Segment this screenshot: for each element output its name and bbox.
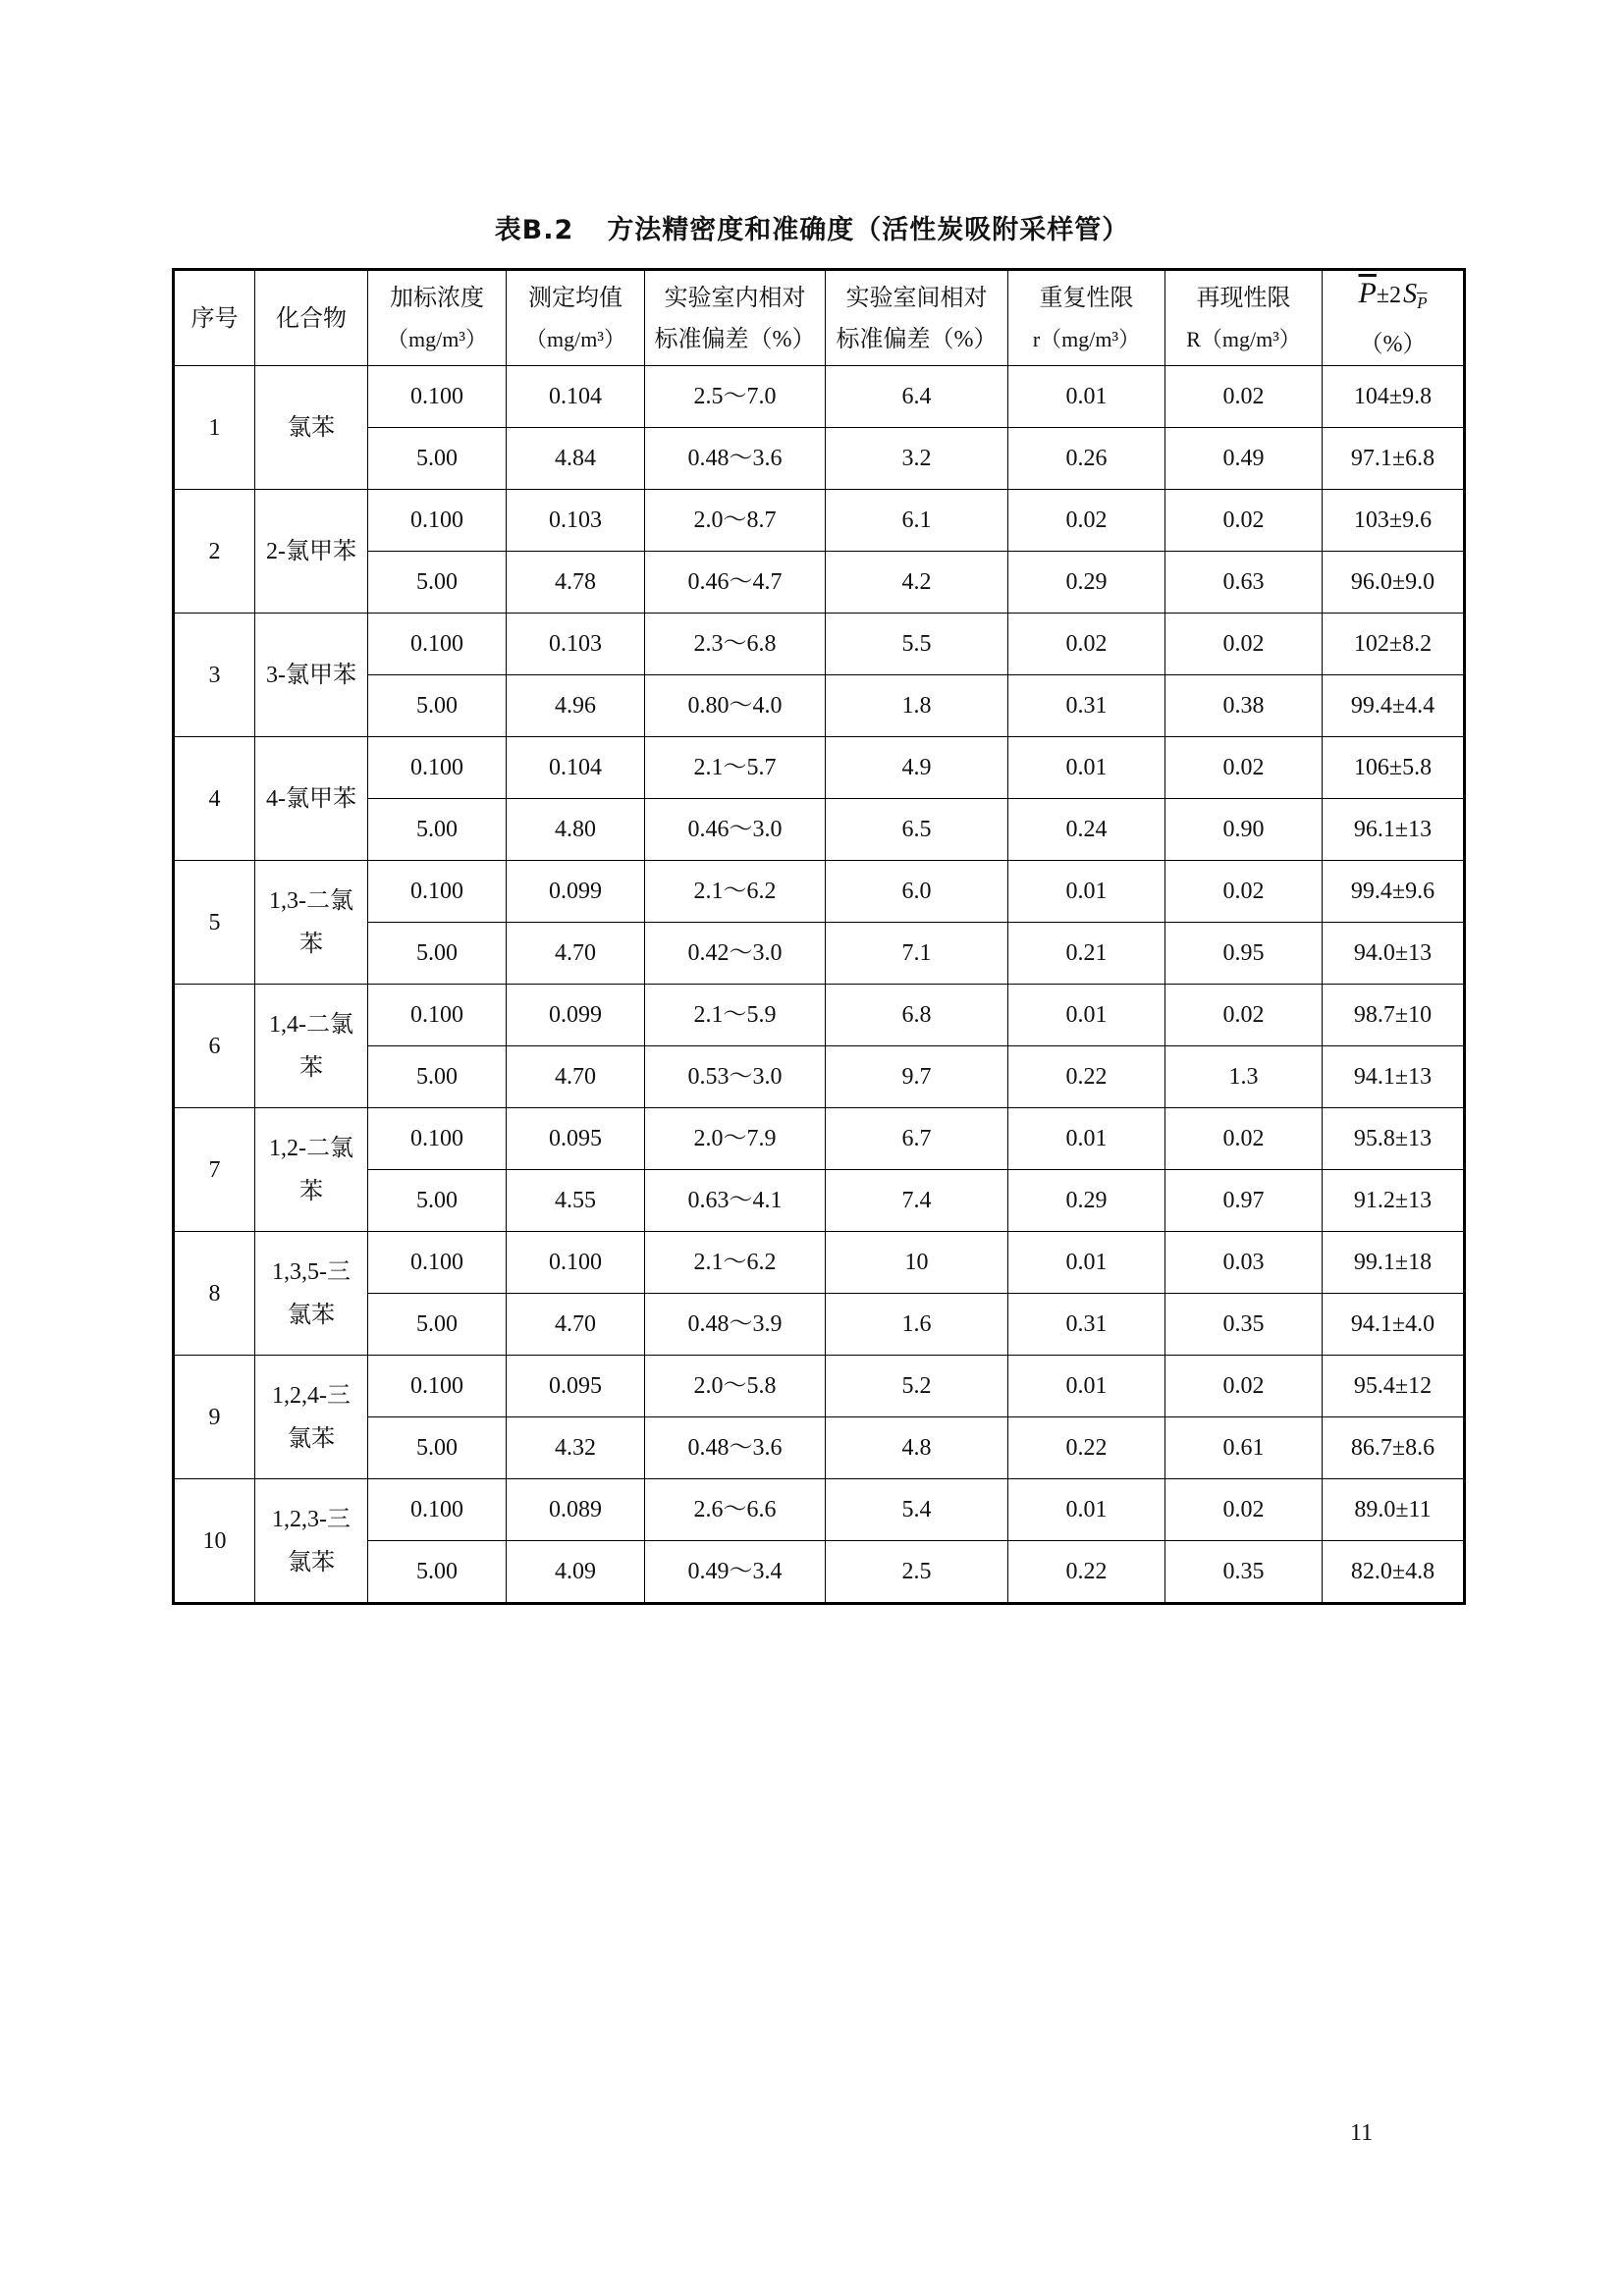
seq-cell: 5 xyxy=(174,861,255,985)
inter-rsd-cell: 6.4 xyxy=(826,366,1008,428)
inter-rsd-cell: 7.4 xyxy=(826,1170,1008,1232)
seq-cell: 9 xyxy=(174,1356,255,1479)
spike-cell: 0.100 xyxy=(368,861,507,923)
spike-cell: 5.00 xyxy=(368,1046,507,1108)
s-subscript-p-bar: P xyxy=(1417,294,1428,312)
compound-name: 氯苯 xyxy=(288,414,335,441)
repeatability-cell: 0.31 xyxy=(1008,675,1165,737)
reproducibility-cell: 0.03 xyxy=(1165,1232,1323,1294)
spike-cell: 5.00 xyxy=(368,1294,507,1356)
mean-cell: 4.09 xyxy=(507,1541,645,1604)
compound-cell xyxy=(255,1479,368,1604)
repeatability-cell: 0.22 xyxy=(1008,1541,1165,1604)
spike-cell: 0.100 xyxy=(368,490,507,552)
seq-cell: 8 xyxy=(174,1232,255,1356)
header-inter-rsd-unit: 标准偏差（%） xyxy=(836,327,998,352)
header-recovery-formula xyxy=(1325,273,1461,324)
mean-cell: 0.095 xyxy=(507,1108,645,1170)
table-number: 表B.2 xyxy=(494,215,574,245)
mean-cell: 4.70 xyxy=(507,1294,645,1356)
reproducibility-cell: 0.02 xyxy=(1165,737,1323,799)
recovery-cell: 99.1±18 xyxy=(1323,1232,1465,1294)
intra-rsd-cell: 0.49～3.4 xyxy=(645,1541,826,1604)
header-reproducibility-unit: R（mg/m³） xyxy=(1186,327,1301,351)
repeatability-cell: 0.29 xyxy=(1008,552,1165,614)
table-row xyxy=(174,1108,1465,1170)
table-row xyxy=(174,923,1465,985)
reproducibility-cell: 0.61 xyxy=(1165,1417,1323,1479)
reproducibility-cell: 0.02 xyxy=(1165,861,1323,923)
table-row xyxy=(174,428,1465,490)
recovery-cell: 95.4±12 xyxy=(1323,1356,1465,1417)
intra-rsd-cell: 0.48～3.6 xyxy=(645,428,826,490)
spike-cell: 0.100 xyxy=(368,366,507,428)
compound-cell xyxy=(255,985,368,1108)
repeatability-cell: 0.26 xyxy=(1008,428,1165,490)
compound-name: 1,2,4-三氯苯 xyxy=(272,1382,351,1452)
recovery-cell: 102±8.2 xyxy=(1323,614,1465,675)
page-number: 11 xyxy=(1350,2120,1374,2146)
header-intra-rsd-unit: 标准偏差（%） xyxy=(654,327,816,352)
mean-cell: 4.70 xyxy=(507,1046,645,1108)
reproducibility-cell: 0.90 xyxy=(1165,799,1323,861)
intra-rsd-cell: 2.1～5.9 xyxy=(645,985,826,1046)
intra-rsd-cell: 2.0～7.9 xyxy=(645,1108,826,1170)
seq-cell: 2 xyxy=(174,490,255,614)
header-spike-unit: （mg/m³） xyxy=(387,327,487,351)
table-row xyxy=(174,1541,1465,1604)
inter-rsd-cell: 5.2 xyxy=(826,1356,1008,1417)
mean-cell: 0.103 xyxy=(507,490,645,552)
intra-rsd-cell: 2.1～6.2 xyxy=(645,1232,826,1294)
spike-cell: 5.00 xyxy=(368,675,507,737)
header-spike-label: 加标浓度 xyxy=(390,286,484,311)
recovery-cell: 106±5.8 xyxy=(1323,737,1465,799)
spike-cell: 0.100 xyxy=(368,1232,507,1294)
seq-cell: 6 xyxy=(174,985,255,1108)
repeatability-cell: 0.21 xyxy=(1008,923,1165,985)
table-row xyxy=(174,366,1465,428)
reproducibility-cell: 0.35 xyxy=(1165,1541,1323,1604)
intra-rsd-cell: 2.0～8.7 xyxy=(645,490,826,552)
seq-cell: 1 xyxy=(174,366,255,490)
recovery-cell: 94.0±13 xyxy=(1323,923,1465,985)
spike-cell: 5.00 xyxy=(368,1170,507,1232)
p-bar-symbol: $\overline{P}$ xyxy=(1358,277,1377,309)
seq-cell: 3 xyxy=(174,614,255,737)
compound-cell xyxy=(255,1356,368,1479)
reproducibility-cell: 0.02 xyxy=(1165,366,1323,428)
intra-rsd-cell: 2.1～6.2 xyxy=(645,861,826,923)
seq-cell: 10 xyxy=(174,1479,255,1604)
seq-cell: 4 xyxy=(174,737,255,861)
seq-cell: 7 xyxy=(174,1108,255,1232)
header-intra-rsd-label: 实验室内相对 xyxy=(664,286,806,311)
inter-rsd-cell: 7.1 xyxy=(826,923,1008,985)
compound-cell xyxy=(255,366,368,490)
recovery-cell: 96.0±9.0 xyxy=(1323,552,1465,614)
header-compound: 化合物 xyxy=(255,270,368,366)
inter-rsd-cell: 1.6 xyxy=(826,1294,1008,1356)
compound-name: 3-氯甲苯 xyxy=(266,662,356,688)
recovery-cell: 94.1±4.0 xyxy=(1323,1294,1465,1356)
recovery-cell: 98.7±10 xyxy=(1323,985,1465,1046)
mean-cell: 0.103 xyxy=(507,614,645,675)
spike-cell: 5.00 xyxy=(368,552,507,614)
compound-cell xyxy=(255,490,368,614)
repeatability-cell: 0.31 xyxy=(1008,1294,1165,1356)
plus-minus-two: ±2 xyxy=(1376,283,1402,308)
reproducibility-cell: 0.95 xyxy=(1165,923,1323,985)
mean-cell: 4.70 xyxy=(507,923,645,985)
intra-rsd-cell: 0.53～3.0 xyxy=(645,1046,826,1108)
reproducibility-cell: 0.02 xyxy=(1165,985,1323,1046)
recovery-cell: 97.1±6.8 xyxy=(1323,428,1465,490)
intra-rsd-cell: 0.42～3.0 xyxy=(645,923,826,985)
table-row xyxy=(174,1170,1465,1232)
recovery-cell: 94.1±13 xyxy=(1323,1046,1465,1108)
mean-cell: 0.089 xyxy=(507,1479,645,1541)
reproducibility-cell: 0.02 xyxy=(1165,1479,1323,1541)
recovery-cell: 103±9.6 xyxy=(1323,490,1465,552)
table-row xyxy=(174,1294,1465,1356)
repeatability-cell: 0.01 xyxy=(1008,366,1165,428)
reproducibility-cell: 0.35 xyxy=(1165,1294,1323,1356)
compound-cell xyxy=(255,1108,368,1232)
table-row xyxy=(174,1356,1465,1417)
table-row xyxy=(174,1046,1465,1108)
reproducibility-cell: 0.02 xyxy=(1165,490,1323,552)
header-intra-rsd xyxy=(645,270,826,366)
header-reproducibility xyxy=(1165,270,1323,366)
table-row xyxy=(174,861,1465,923)
compound-cell xyxy=(255,614,368,737)
compound-cell xyxy=(255,737,368,861)
table-caption xyxy=(0,208,1624,246)
table-row xyxy=(174,1479,1465,1541)
header-reproducibility-label: 再现性限 xyxy=(1196,286,1291,311)
reproducibility-cell: 0.38 xyxy=(1165,675,1323,737)
inter-rsd-cell: 6.8 xyxy=(826,985,1008,1046)
spike-cell: 0.100 xyxy=(368,614,507,675)
spike-cell: 0.100 xyxy=(368,985,507,1046)
compound-cell xyxy=(255,1232,368,1356)
table-row xyxy=(174,737,1465,799)
inter-rsd-cell: 6.1 xyxy=(826,490,1008,552)
table-body xyxy=(174,366,1465,1604)
intra-rsd-cell: 0.48～3.6 xyxy=(645,1417,826,1479)
intra-rsd-cell: 0.80～4.0 xyxy=(645,675,826,737)
table-row xyxy=(174,675,1465,737)
header-recovery xyxy=(1323,270,1465,366)
repeatability-cell: 0.29 xyxy=(1008,1170,1165,1232)
mean-cell: 4.78 xyxy=(507,552,645,614)
mean-cell: 4.80 xyxy=(507,799,645,861)
mean-cell: 0.104 xyxy=(507,366,645,428)
inter-rsd-cell: 4.9 xyxy=(826,737,1008,799)
intra-rsd-cell: 2.6～6.6 xyxy=(645,1479,826,1541)
intra-rsd-cell: 0.63～4.1 xyxy=(645,1170,826,1232)
compound-name: 1,3,5-三氯苯 xyxy=(272,1258,351,1328)
compound-name: 1,4-二氯苯 xyxy=(269,1011,353,1081)
recovery-cell: 104±9.8 xyxy=(1323,366,1465,428)
table-row xyxy=(174,614,1465,675)
table-row xyxy=(174,799,1465,861)
recovery-cell: 96.1±13 xyxy=(1323,799,1465,861)
compound-name: 4-氯甲苯 xyxy=(266,785,356,812)
spike-cell: 0.100 xyxy=(368,737,507,799)
inter-rsd-cell: 3.2 xyxy=(826,428,1008,490)
repeatability-cell: 0.01 xyxy=(1008,737,1165,799)
header-inter-rsd-label: 实验室间相对 xyxy=(845,286,988,311)
intra-rsd-cell: 0.46～3.0 xyxy=(645,799,826,861)
spike-cell: 0.100 xyxy=(368,1356,507,1417)
inter-rsd-cell: 10 xyxy=(826,1232,1008,1294)
header-recovery-unit: （%） xyxy=(1359,332,1427,357)
recovery-cell: 99.4±9.6 xyxy=(1323,861,1465,923)
inter-rsd-cell: 6.0 xyxy=(826,861,1008,923)
recovery-cell: 91.2±13 xyxy=(1323,1170,1465,1232)
repeatability-cell: 0.22 xyxy=(1008,1046,1165,1108)
compound-cell xyxy=(255,861,368,985)
mean-cell: 0.104 xyxy=(507,737,645,799)
compound-name: 1,3-二氯苯 xyxy=(269,887,353,957)
recovery-cell: 86.7±8.6 xyxy=(1323,1417,1465,1479)
header-repeatability-label: 重复性限 xyxy=(1039,286,1134,311)
mean-cell: 0.095 xyxy=(507,1356,645,1417)
compound-name: 1,2,3-三氯苯 xyxy=(272,1506,351,1575)
inter-rsd-cell: 2.5 xyxy=(826,1541,1008,1604)
recovery-cell: 89.0±11 xyxy=(1323,1479,1465,1541)
mean-cell: 4.84 xyxy=(507,428,645,490)
inter-rsd-cell: 6.7 xyxy=(826,1108,1008,1170)
repeatability-cell: 0.22 xyxy=(1008,1417,1165,1479)
spike-cell: 5.00 xyxy=(368,1541,507,1604)
mean-cell: 0.099 xyxy=(507,985,645,1046)
header-mean-label: 测定均值 xyxy=(528,286,623,311)
header-seq: 序号 xyxy=(174,270,255,366)
mean-cell: 4.32 xyxy=(507,1417,645,1479)
precision-accuracy-table xyxy=(172,268,1466,1605)
intra-rsd-cell: 2.3～6.8 xyxy=(645,614,826,675)
reproducibility-cell: 0.49 xyxy=(1165,428,1323,490)
repeatability-cell: 0.01 xyxy=(1008,1232,1165,1294)
table-title: 方法精密度和准确度（活性炭吸附采样管） xyxy=(607,215,1130,245)
header-repeatability xyxy=(1008,270,1165,366)
table-row xyxy=(174,552,1465,614)
inter-rsd-cell: 4.2 xyxy=(826,552,1008,614)
compound-name: 1,2-二氯苯 xyxy=(269,1135,353,1204)
table-row xyxy=(174,490,1465,552)
inter-rsd-cell: 4.8 xyxy=(826,1417,1008,1479)
compound-name: 2-氯甲苯 xyxy=(266,538,356,564)
spike-cell: 5.00 xyxy=(368,428,507,490)
header-row xyxy=(174,270,1465,366)
reproducibility-cell: 1.3 xyxy=(1165,1046,1323,1108)
mean-cell: 0.100 xyxy=(507,1232,645,1294)
repeatability-cell: 0.02 xyxy=(1008,614,1165,675)
repeatability-cell: 0.01 xyxy=(1008,1108,1165,1170)
reproducibility-cell: 0.02 xyxy=(1165,614,1323,675)
s-symbol: S xyxy=(1403,279,1418,309)
reproducibility-cell: 0.63 xyxy=(1165,552,1323,614)
recovery-cell: 99.4±4.4 xyxy=(1323,675,1465,737)
mean-cell: 4.55 xyxy=(507,1170,645,1232)
intra-rsd-cell: 2.5～7.0 xyxy=(645,366,826,428)
intra-rsd-cell: 0.46～4.7 xyxy=(645,552,826,614)
recovery-cell: 95.8±13 xyxy=(1323,1108,1465,1170)
inter-rsd-cell: 9.7 xyxy=(826,1046,1008,1108)
spike-cell: 0.100 xyxy=(368,1479,507,1541)
table-row xyxy=(174,985,1465,1046)
recovery-cell: 82.0±4.8 xyxy=(1323,1541,1465,1604)
inter-rsd-cell: 6.5 xyxy=(826,799,1008,861)
inter-rsd-cell: 5.5 xyxy=(826,614,1008,675)
repeatability-cell: 0.01 xyxy=(1008,1356,1165,1417)
mean-cell: 0.099 xyxy=(507,861,645,923)
inter-rsd-cell: 1.8 xyxy=(826,675,1008,737)
reproducibility-cell: 0.97 xyxy=(1165,1170,1323,1232)
intra-rsd-cell: 2.0～5.8 xyxy=(645,1356,826,1417)
spike-cell: 5.00 xyxy=(368,799,507,861)
table-row xyxy=(174,1417,1465,1479)
spike-cell: 5.00 xyxy=(368,1417,507,1479)
repeatability-cell: 0.01 xyxy=(1008,861,1165,923)
header-inter-rsd xyxy=(826,270,1008,366)
inter-rsd-cell: 5.4 xyxy=(826,1479,1008,1541)
header-mean-unit: （mg/m³） xyxy=(525,327,625,351)
table-row xyxy=(174,1232,1465,1294)
spike-cell: 0.100 xyxy=(368,1108,507,1170)
reproducibility-cell: 0.02 xyxy=(1165,1108,1323,1170)
header-spike xyxy=(368,270,507,366)
spike-cell: 5.00 xyxy=(368,923,507,985)
header-mean xyxy=(507,270,645,366)
header-repeatability-unit: r（mg/m³） xyxy=(1032,327,1141,351)
intra-rsd-cell: 0.48～3.9 xyxy=(645,1294,826,1356)
repeatability-cell: 0.24 xyxy=(1008,799,1165,861)
reproducibility-cell: 0.02 xyxy=(1165,1356,1323,1417)
repeatability-cell: 0.01 xyxy=(1008,985,1165,1046)
mean-cell: 4.96 xyxy=(507,675,645,737)
repeatability-cell: 0.01 xyxy=(1008,1479,1165,1541)
intra-rsd-cell: 2.1～5.7 xyxy=(645,737,826,799)
repeatability-cell: 0.02 xyxy=(1008,490,1165,552)
